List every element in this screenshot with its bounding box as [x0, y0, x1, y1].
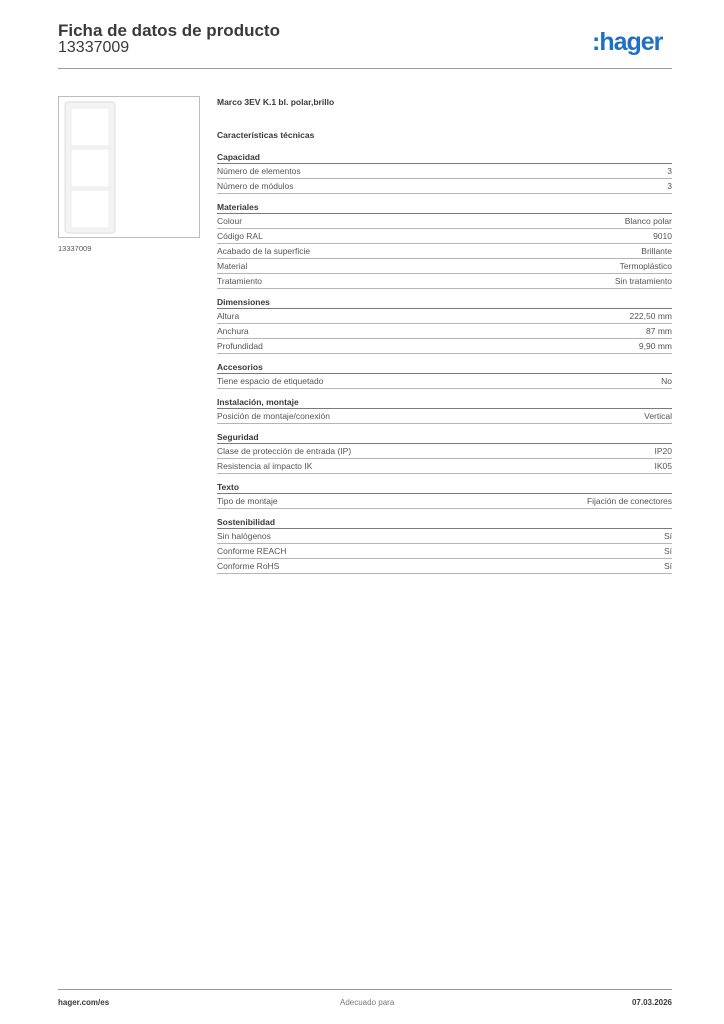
spec-section	[217, 296, 672, 354]
spec-value: Vertical	[644, 411, 672, 421]
spec-section	[217, 151, 672, 194]
spec-sections	[217, 151, 672, 574]
spec-rows	[217, 528, 672, 574]
product-code: 13337009	[58, 39, 130, 56]
spec-rows	[217, 163, 672, 194]
spec-section	[217, 431, 672, 474]
footer-note: Adecuado para	[340, 998, 395, 1007]
hager-logo	[592, 28, 674, 58]
spec-rows	[217, 213, 672, 289]
section-title: Capacidad	[217, 152, 260, 162]
spec-row	[217, 309, 672, 324]
spec-label: Código RAL	[217, 231, 263, 241]
spec-value: IP20	[654, 446, 672, 456]
spec-value: Sí	[663, 531, 672, 541]
spec-section	[217, 481, 672, 509]
spec-value: 9,90 mm	[638, 341, 672, 351]
spec-value: Fijación de conectores	[586, 496, 672, 506]
section-title: Texto	[217, 482, 240, 492]
spec-row	[217, 214, 672, 229]
footer-divider	[58, 989, 672, 990]
svg-text::hager: :hager	[592, 28, 663, 56]
spec-row	[217, 339, 672, 354]
page-title: Ficha de datos de producto	[58, 21, 280, 40]
spec-value: Brillante	[641, 246, 672, 256]
section-title: Dimensiones	[217, 297, 270, 307]
section-title: Accesorios	[217, 362, 263, 372]
spec-label: Posición de montaje/conexión	[217, 411, 330, 421]
spec-label: Profundidad	[217, 341, 263, 351]
spec-label: Anchura	[217, 326, 249, 336]
spec-value: Termoplástico	[619, 261, 672, 271]
spec-section	[217, 516, 672, 574]
spec-label: Clase de protección de entrada (IP)	[217, 446, 352, 456]
spec-label: Tipo de montaje	[217, 496, 278, 506]
product-name: Marco 3EV K.1 bl. polar,brillo	[217, 97, 335, 107]
spec-label: Altura	[217, 311, 240, 321]
spec-value: Sí	[663, 546, 672, 556]
section-title: Sostenibilidad	[217, 517, 276, 527]
section-title: Instalación, montaje	[217, 397, 299, 407]
spec-value: Sin tratamiento	[614, 276, 672, 286]
spec-section	[217, 361, 672, 389]
spec-rows	[217, 308, 672, 354]
spec-value: 3	[667, 181, 672, 191]
spec-label: Número de elementos	[217, 166, 301, 176]
spec-section	[217, 396, 672, 424]
spec-row	[217, 229, 672, 244]
footer-website[interactable]: hager.com/es	[58, 998, 110, 1007]
spec-row	[217, 164, 672, 179]
spec-row	[217, 459, 672, 474]
spec-row	[217, 274, 672, 289]
spec-value: 87 mm	[646, 326, 672, 336]
spec-value: Blanco polar	[624, 216, 672, 226]
spec-value: 9010	[653, 231, 672, 241]
spec-row	[217, 259, 672, 274]
spec-value: No	[661, 376, 672, 386]
section-title: Materiales	[217, 202, 259, 212]
spec-label: Conforme RoHS	[217, 561, 280, 571]
footer-date: 07.03.2026	[631, 998, 672, 1007]
spec-rows	[217, 408, 672, 424]
spec-value: IK05	[654, 461, 672, 471]
spec-label: Colour	[217, 216, 243, 226]
spec-rows	[217, 493, 672, 509]
spec-row	[217, 324, 672, 339]
spec-row	[217, 529, 672, 544]
spec-sheet	[217, 96, 672, 581]
section-title: Seguridad	[217, 432, 259, 442]
spec-row	[217, 559, 672, 574]
spec-label: Acabado de la superficie	[217, 246, 311, 256]
spec-value: 3	[667, 166, 672, 176]
spec-value: 222,50 mm	[629, 311, 672, 321]
spec-label: Número de módulos	[217, 181, 294, 191]
spec-label: Material	[217, 261, 248, 271]
spec-row	[217, 374, 672, 389]
frame-illustration	[59, 97, 199, 237]
spec-label: Resistencia al impacto IK	[217, 461, 313, 471]
spec-row	[217, 494, 672, 509]
header-divider	[58, 68, 672, 69]
spec-heading: Características técnicas	[217, 130, 315, 140]
spec-section	[217, 201, 672, 289]
product-image	[58, 96, 200, 238]
spec-row	[217, 409, 672, 424]
image-caption: 13337009	[58, 244, 92, 253]
spec-row	[217, 544, 672, 559]
spec-row	[217, 444, 672, 459]
spec-value: Sí	[663, 561, 672, 571]
spec-rows	[217, 443, 672, 474]
spec-label: Conforme REACH	[217, 546, 287, 556]
spec-label: Sin halógenos	[217, 531, 271, 541]
spec-row	[217, 179, 672, 194]
spec-row	[217, 244, 672, 259]
spec-label: Tratamiento	[217, 276, 263, 286]
spec-label: Tiene espacio de etiquetado	[217, 376, 324, 386]
spec-rows	[217, 373, 672, 389]
